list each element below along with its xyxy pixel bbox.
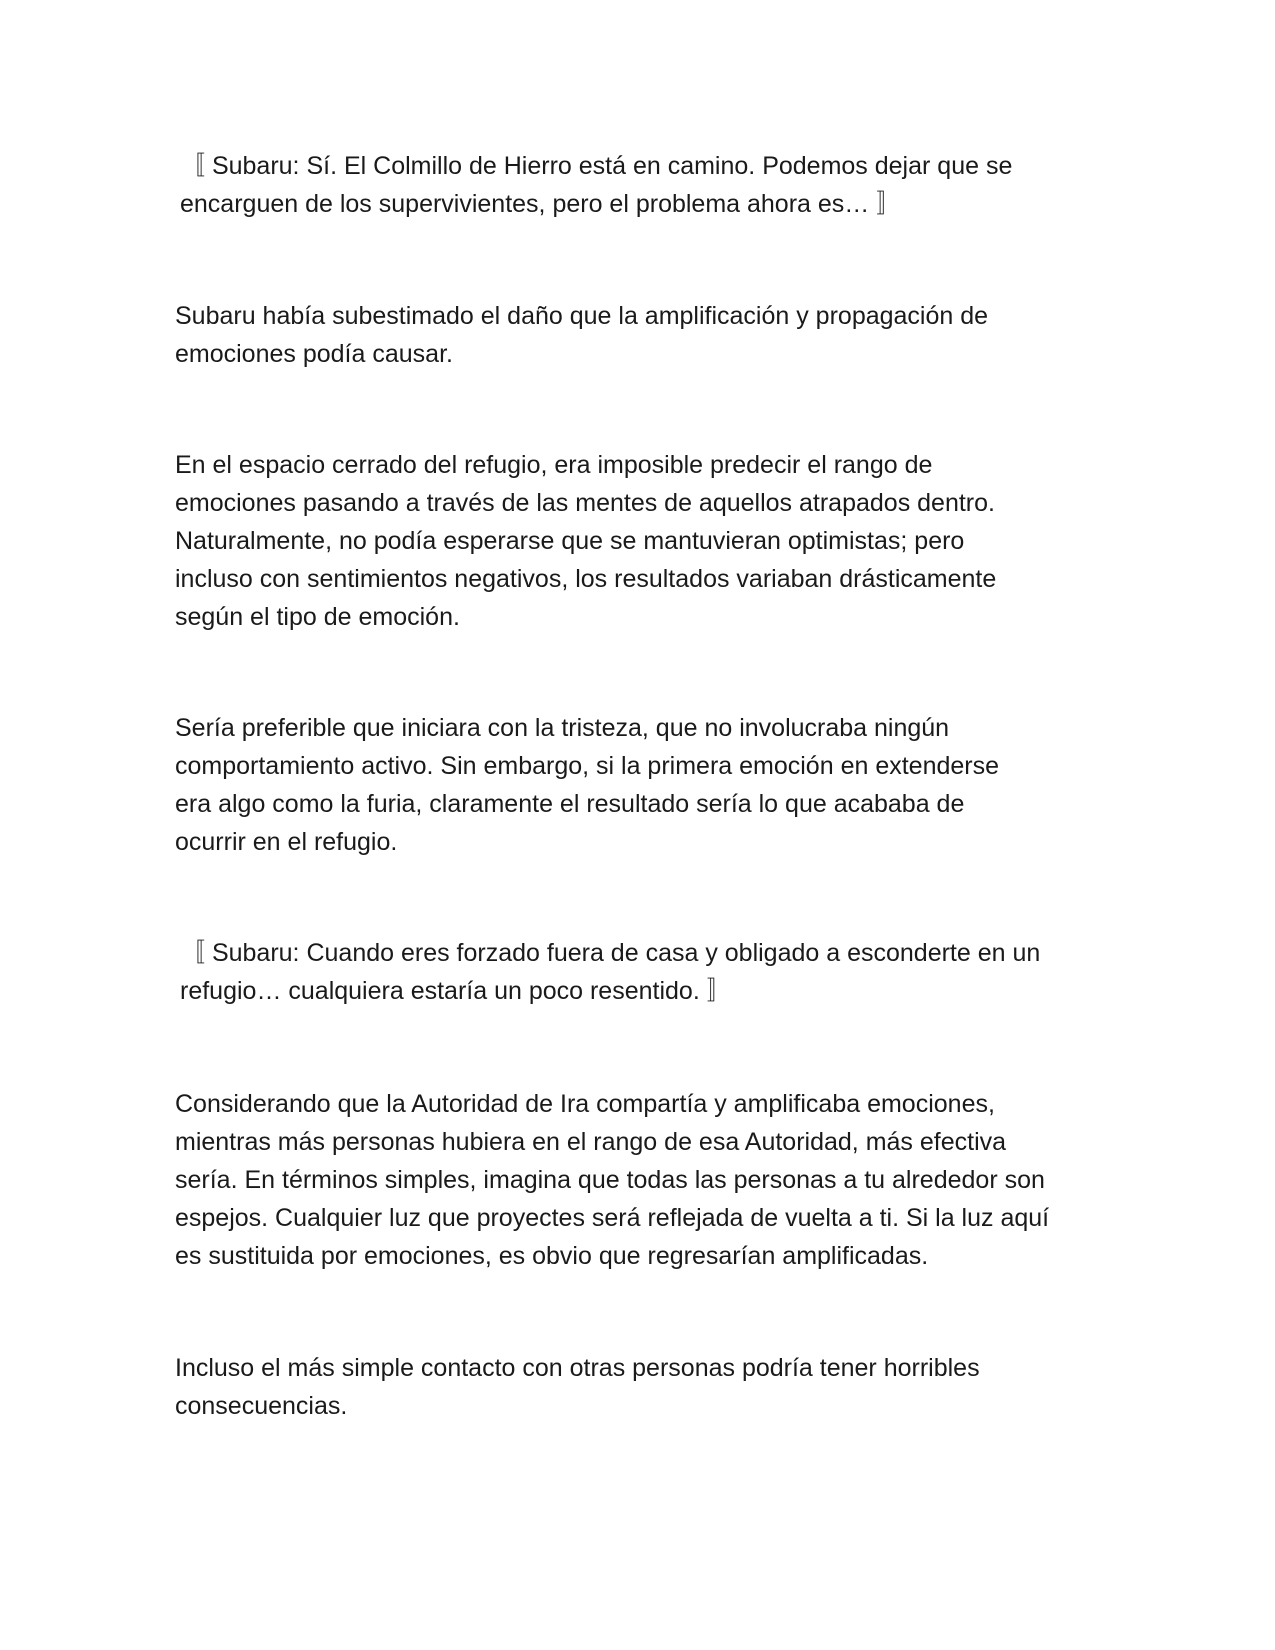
dialogue-paragraph-5: 〚 Subaru: Cuando eres forzado fuera de casa y obligado a esconderte en un refugio… cualquiera estaría un poco resentido. 〛 bbox=[180, 939, 1041, 1005]
narration-paragraph-6: Considerando que la Autoridad de Ira compartía y amplificaba emociones, mientras más personas hubiera en el rango de esa Autoridad, más efectiva sería. En términos simples, imagina que todas las personas a tu alrededor son espejos. Cualquier luz que proyectes será reflejada de vuelta a ti. Si la luz aquí es sustituida por emociones, es obvio que regresarían amplificadas. bbox=[175, 1090, 1050, 1270]
dialogue-paragraph-1: 〚 Subaru: Sí. El Colmillo de Hierro está en camino. Podemos dejar que se encarguen de los supervivientes, pero el problema ahora es… 〛 bbox=[180, 152, 1013, 218]
narration-paragraph-2: Subaru había subestimado el daño que la amplificación y propagación de emociones podía causar. bbox=[175, 302, 989, 368]
narration-paragraph-7: Incluso el más simple contacto con otras personas podría tener horribles consecuencias. bbox=[175, 1354, 980, 1420]
narration-paragraph-4: Sería preferible que iniciara con la tristeza, que no involucraba ningún comportamiento activo. Sin embargo, si la primera emoción en extenderse era algo como la furia, claramente el resultado sería lo que acababa de ocurrir en el refugio. bbox=[175, 714, 1000, 856]
narration-paragraph-3: En el espacio cerrado del refugio, era imposible predecir el rango de emociones pasando a través de las mentes de aquellos atrapados dentro. Naturalmente, no podía esperarse que se mantuvieran optimistas; pero incluso con sentimientos negativos, los resultados variaban drásticamente según el tipo de emoción. bbox=[175, 451, 997, 631]
